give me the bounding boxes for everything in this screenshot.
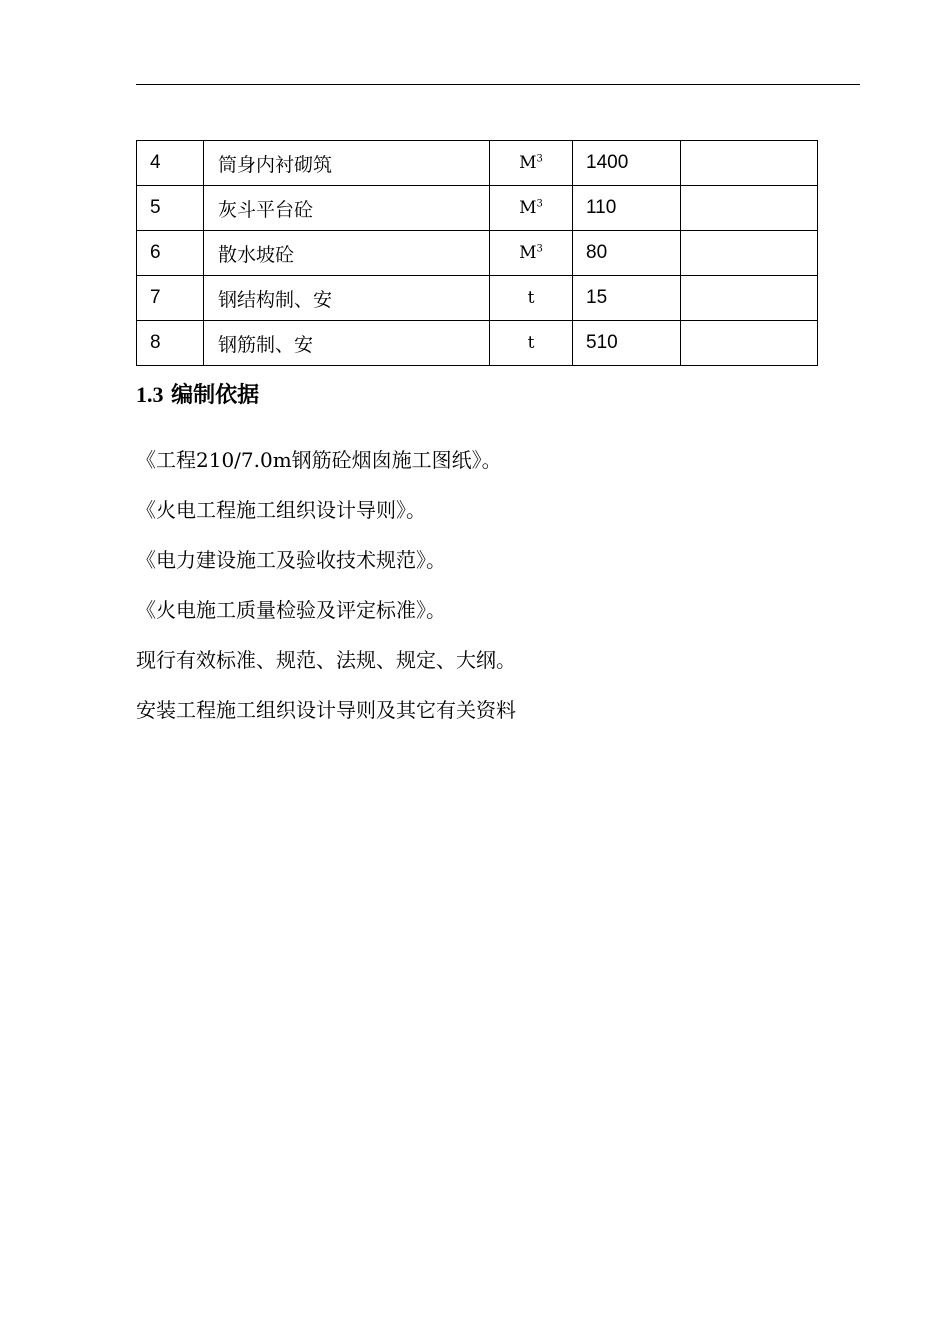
item-quantity: 15 xyxy=(573,276,681,321)
item-quantity: 1400 xyxy=(573,141,681,186)
item-note xyxy=(681,276,818,321)
unit-symbol: M xyxy=(519,153,537,173)
work-quantity-table xyxy=(136,140,818,366)
item-name: 钢结构制、安 xyxy=(204,276,490,321)
table-row xyxy=(137,321,818,366)
row-number: 6 xyxy=(137,231,204,276)
table-row xyxy=(137,276,818,321)
unit-symbol: t xyxy=(527,288,535,308)
row-number: 8 xyxy=(137,321,204,366)
item-unit xyxy=(490,321,573,366)
table-row xyxy=(137,231,818,276)
row-number: 4 xyxy=(137,141,204,186)
unit-exponent: 3 xyxy=(536,153,543,165)
unit-symbol: M xyxy=(519,198,537,218)
table-row xyxy=(137,186,818,231)
unit-symbol: t xyxy=(527,333,535,353)
section-title: 编制依据 xyxy=(171,383,260,408)
item-quantity: 110 xyxy=(573,186,681,231)
item-note xyxy=(681,141,818,186)
item-unit xyxy=(490,231,573,276)
item-name: 散水坡砼 xyxy=(204,231,490,276)
table-row xyxy=(137,141,818,186)
unit-symbol: M xyxy=(519,243,537,263)
row-number: 7 xyxy=(137,276,204,321)
item-unit xyxy=(490,276,573,321)
section-heading xyxy=(136,378,259,409)
item-name: 钢筋制、安 xyxy=(204,321,490,366)
item-name: 灰斗平台砼 xyxy=(204,186,490,231)
basis-item: 《电力建设施工及验收技术规范》。 xyxy=(136,548,446,572)
basis-item: 《火电工程施工组织设计导则》。 xyxy=(136,498,426,522)
basis-item: 安装工程施工组织设计导则及其它有关资料 xyxy=(136,698,516,722)
basis-item: 《工程210/7.0m钢筋砼烟囱施工图纸》。 xyxy=(136,448,502,472)
basis-item: 《火电施工质量检验及评定标准》。 xyxy=(136,598,446,622)
item-note xyxy=(681,231,818,276)
item-note xyxy=(681,186,818,231)
item-note xyxy=(681,321,818,366)
item-quantity: 510 xyxy=(573,321,681,366)
unit-exponent: 3 xyxy=(536,198,543,210)
basis-item: 现行有效标准、规范、法规、规定、大纲。 xyxy=(136,648,516,672)
section-number: 1.3 xyxy=(136,382,164,407)
item-quantity: 80 xyxy=(573,231,681,276)
item-unit xyxy=(490,186,573,231)
header-rule xyxy=(136,84,860,85)
item-unit xyxy=(490,141,573,186)
unit-exponent: 3 xyxy=(536,243,543,255)
row-number: 5 xyxy=(137,186,204,231)
item-name: 筒身内衬砌筑 xyxy=(204,141,490,186)
basis-list xyxy=(136,442,516,742)
